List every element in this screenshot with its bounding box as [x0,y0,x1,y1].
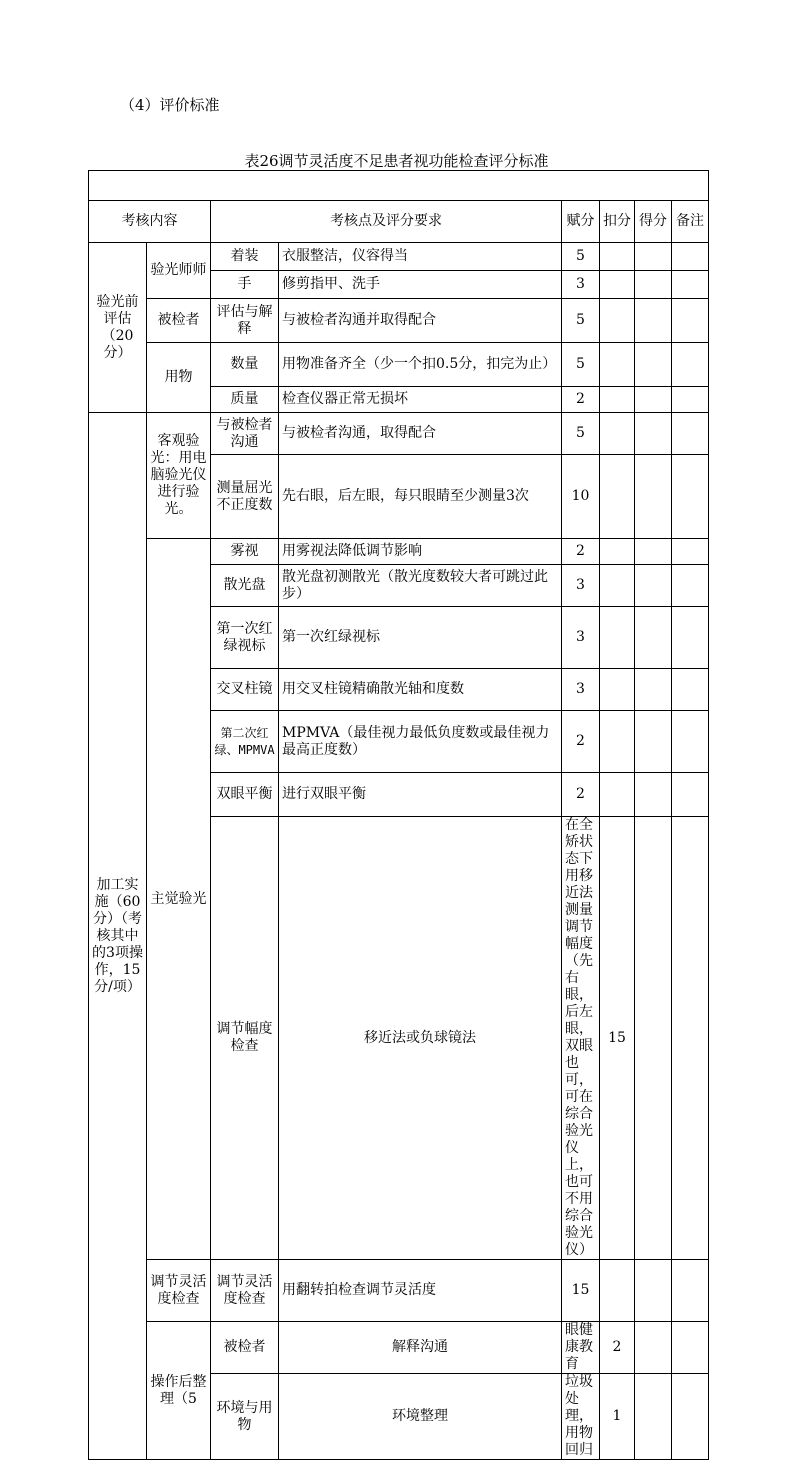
row-item: 双眼平衡 [211,773,279,817]
table-row [89,1322,709,1374]
table-caption: 表26调节灵活度不足患者视功能检查评分标准 [244,152,549,170]
row-requirement: 先右眼，后左眼，每只眼睛至少测量3次 [279,455,562,539]
row-item: 调节灵活度检查 [211,1260,279,1322]
row-requirement: 眼健康教育 [562,1322,600,1374]
subgroup-supplies: 用物 [147,343,211,413]
subgroup-amplitude: 调节幅度检查 [211,817,279,1260]
header-get: 得分 [635,201,672,243]
row-requirement: 用雾视法降低调节影响 [279,539,562,565]
row-item: 测量屈光不正度数 [211,455,279,539]
row-requirement: 垃圾处理，用物回归 [562,1374,600,1460]
row-item: 交叉柱镜 [211,669,279,711]
subgroup-examinee: 被检者 [211,1322,279,1374]
row-requirement: 在全矫状态下用移近法测量调节幅度（先右眼，后左眼，双眼也可，可在综合验光仪上，也可不用综合验光仪） [562,817,600,1260]
row-score: 3 [562,607,600,669]
row-score: 2 [562,711,600,773]
header-points: 考核点及评分要求 [211,201,562,243]
row-requirement: 衣服整洁，仪容得当 [279,243,562,271]
subgroup-objective: 客观验光：用电脑验光仪进行验光。 [147,413,211,539]
row-score: 5 [562,343,600,387]
row-item: 评估与解释 [211,299,279,343]
row-item: 解释沟通 [279,1322,562,1374]
subgroup-subjective: 主觉验光 [147,539,211,1260]
row-score: 3 [562,669,600,711]
header-deduct: 扣分 [600,201,635,243]
subgroup-flexibility: 调节灵活度检查 [147,1260,211,1322]
table-row [89,343,709,387]
row-score: 5 [562,413,600,455]
row-requirement: 散光盘初测散光（散光度数较大者可跳过此步） [279,565,562,607]
row-requirement: 用翻转拍检查调节灵活度 [279,1260,562,1322]
row-item: 移近法或负球镜法 [279,817,562,1260]
row-requirement: 与被检者沟通，取得配合 [279,413,562,455]
table-row [89,299,709,343]
row-item: 雾视 [211,539,279,565]
row-item: 散光盘 [211,565,279,607]
row-score: 3 [562,565,600,607]
group-post: 操作后整理（5 [147,1322,211,1460]
table-row [89,539,709,565]
header-score: 赋分 [562,201,600,243]
row-score: 2 [562,773,600,817]
row-score: 2 [562,387,600,413]
row-requirement: 检查仪器正常无损坏 [279,387,562,413]
row-requirement: 第一次红绿视标 [279,607,562,669]
row-item: 与被检者沟通 [211,413,279,455]
row-requirement: 用物准备齐全（少一个扣0.5分，扣完为止） [279,343,562,387]
table-row [89,1260,709,1322]
row-requirement: 用交叉柱镜精确散光轴和度数 [279,669,562,711]
row-score: 5 [562,299,600,343]
row-item: 质量 [211,387,279,413]
header-content: 考核内容 [89,201,211,243]
scoring-table [88,170,709,1460]
row-requirement: 进行双眼平衡 [279,773,562,817]
row-item: 第一次红绿视标 [211,607,279,669]
subgroup-optometrist: 验光师师 [147,243,211,299]
header-row [89,201,709,243]
row-item: 环境整理 [279,1374,562,1460]
row-item: 着装 [211,243,279,271]
row-requirement: 修剪指甲、洗手 [279,271,562,299]
row-score: 1 [600,1374,635,1460]
row-item: 数量 [211,343,279,387]
row-score: 15 [600,817,635,1260]
row-score: 5 [562,243,600,271]
row-score: 2 [562,539,600,565]
row-requirement: 与被检者沟通并取得配合 [279,299,562,343]
row-score: 3 [562,271,600,299]
blank-header-row [89,171,709,201]
table-row [89,413,709,455]
row-item: 第二次红绿、MPMVA [211,711,279,773]
row-item: 手 [211,271,279,299]
group-pre: 验光前评估（20分） [89,243,147,413]
row-score: 15 [562,1260,600,1322]
subgroup-examinee: 被检者 [147,299,211,343]
row-requirement: MPMVA（最佳视力最低负度数或最佳视力最高正度数） [279,711,562,773]
row-score: 2 [600,1322,635,1374]
subgroup-environment: 环境与用物 [211,1374,279,1460]
row-score: 10 [562,455,600,539]
header-note: 备注 [672,201,709,243]
group-process: 加工实施（60分）（考核其中的3项操作，15分/项） [89,413,147,1460]
section-heading: （4）评价标准 [120,96,220,114]
table-row [89,243,709,271]
